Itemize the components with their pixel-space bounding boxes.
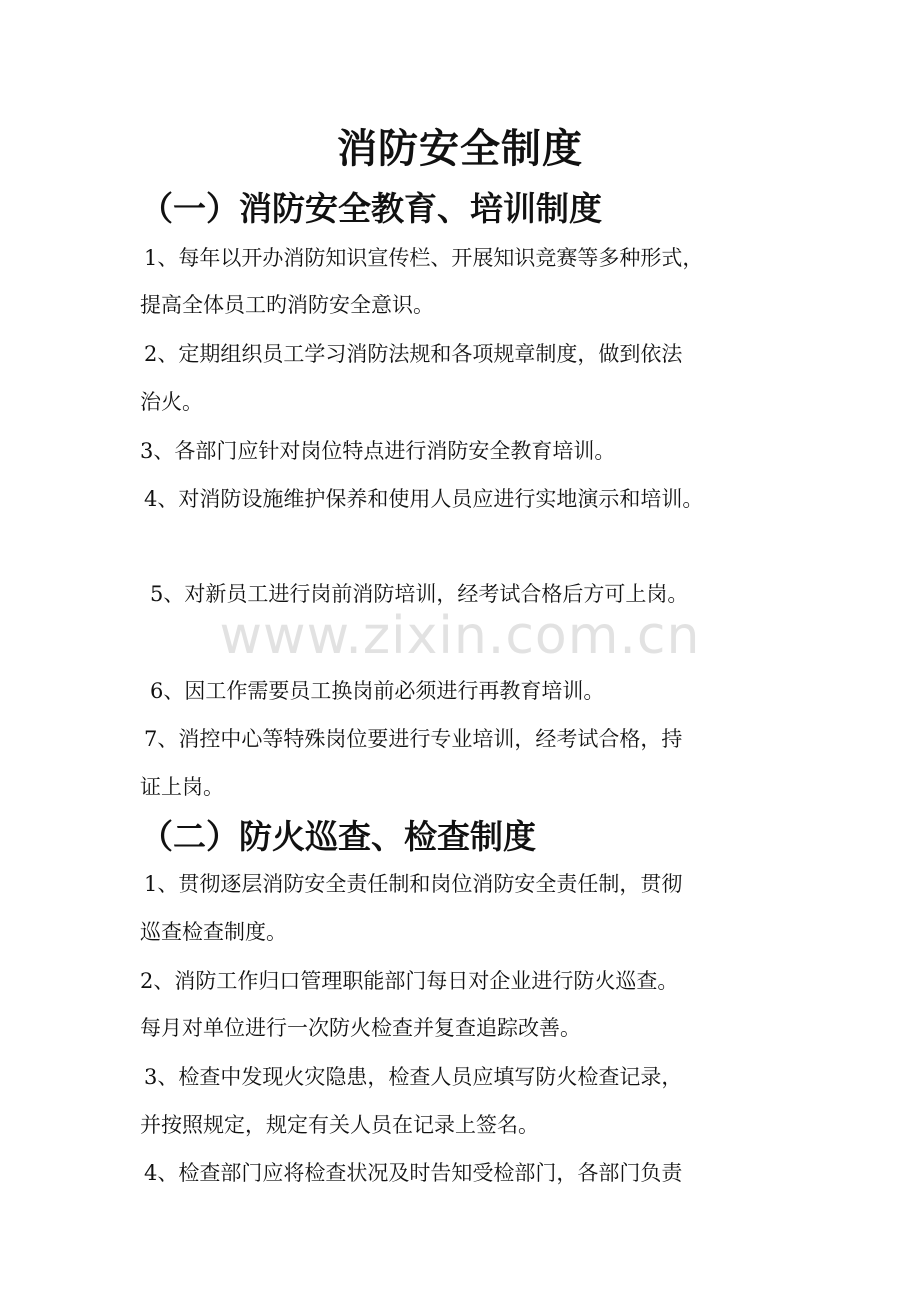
- section-1-line: 2、定期组织员工学习消防法规和各项规章制度，做到依法: [144, 342, 683, 366]
- section-1-line: 7、消控中心等特殊岗位要进行专业培训，经考试合格，持: [144, 727, 683, 751]
- section-1-heading: （一）消防安全教育、培训制度: [140, 189, 602, 228]
- section-2-line: 2、消防工作归口管理职能部门每日对企业进行防火巡查。: [140, 969, 679, 993]
- section-1-line: 6、因工作需要员工换岗前必须进行再教育培训。: [150, 679, 605, 703]
- section-2-line: 并按照规定，规定有关人员在记录上签名。: [140, 1113, 539, 1137]
- section-1-line: 治火。: [140, 390, 203, 414]
- watermark: www.zixin.com.cn: [219, 606, 701, 666]
- section-1-line: 证上岗。: [140, 775, 224, 799]
- section-2-line: 每月对单位进行一次防火检查并复查追踪改善。: [140, 1016, 581, 1040]
- section-2-line: 4、检查部门应将检查状况及时告知受检部门，各部门负责: [144, 1161, 683, 1185]
- section-1-line: 提高全体员工旳消防安全意识。: [140, 293, 434, 317]
- section-1-line: 4、对消防设施维护保养和使用人员应进行实地演示和培训。: [144, 487, 704, 511]
- section-1-line: 3、各部门应针对岗位特点进行消防安全教育培训。: [140, 439, 616, 463]
- section-2-line: 巡查检查制度。: [140, 920, 287, 944]
- section-2-line: 1、贯彻逐层消防安全责任制和岗位消防安全责任制，贯彻: [144, 872, 683, 896]
- section-2-heading: （二）防火巡查、检查制度: [140, 817, 536, 856]
- section-1-line: 5、对新员工进行岗前消防培训，经考试合格后方可上岗。: [150, 582, 689, 606]
- section-2-line: 3、检查中发现火灾隐患，检查人员应填写防火检查记录，: [144, 1065, 683, 1089]
- document-title: 消防安全制度: [337, 126, 583, 172]
- section-1-line: 1、每年以开办消防知识宣传栏、开展知识竞赛等多种形式，: [144, 246, 704, 270]
